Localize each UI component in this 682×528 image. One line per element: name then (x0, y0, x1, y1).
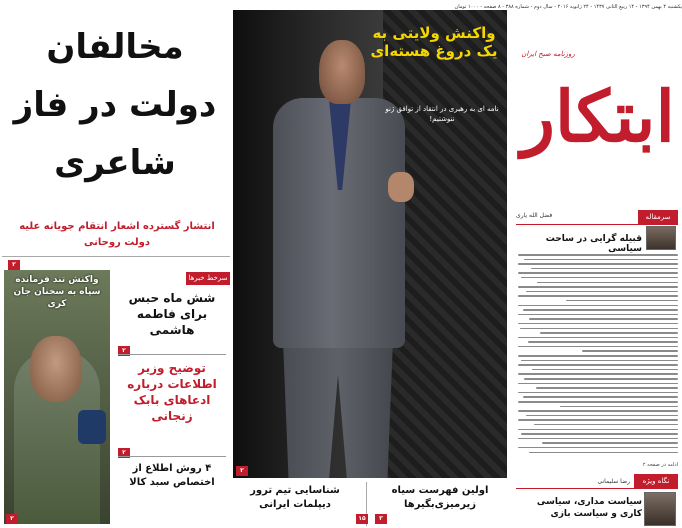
lead-divider (2, 256, 230, 257)
editorial-author: فضل الله یاری (516, 212, 553, 219)
body-text-line (529, 318, 678, 320)
person-head (319, 40, 365, 104)
headline-item[interactable]: ۴ روش اطلاع از اختصاص سبد کالا (129, 463, 215, 488)
body-text-line (518, 272, 678, 274)
body-text-line (518, 401, 678, 403)
body-text-line (518, 438, 678, 440)
bottom-story-page-badge: ۱۵ (356, 514, 368, 524)
editorial-continued-link[interactable]: ادامه در صفحه ۲ (642, 462, 678, 468)
body-text-line (518, 383, 678, 385)
headline-divider (118, 456, 226, 457)
body-text-line (518, 305, 678, 307)
body-text-line (566, 300, 678, 302)
body-text-line (521, 433, 678, 435)
body-text-line (520, 328, 678, 330)
body-text-line (528, 341, 678, 343)
headlines-box (114, 272, 230, 524)
dateline: یکشنبه ۴ بهمن ۱۳۹۴ - ۱۴ ربیع الثانی ۱۴۳۷ - ۲۴ ژانویه ۲۰۱۶ - سال دوم - شماره ۳۸۸ - ۸ صفحه - ۱۰۰۰ تومان (454, 4, 682, 10)
column-title[interactable]: سیاست مداری، سیاسی کاری و سیاست بازی (536, 497, 642, 519)
commander-page-badge: ۲ (6, 514, 18, 524)
body-text-line (518, 295, 678, 297)
body-text-line (518, 286, 678, 288)
body-text-line (529, 452, 678, 454)
editorial-body-text (518, 254, 678, 459)
headline-item[interactable]: شش ماه حبس برای فاطمه هاشمی (128, 291, 216, 337)
photo-subhead: نامه ای به رهبری در انتقاد از توافق ژنو ننوشتیم! (385, 105, 499, 123)
lead-subhead: انتشار گسترده اشعار انتقام جویانه علیه دولت روحانی (19, 221, 215, 248)
commander-headline[interactable]: واکنش تند فرمانده سپاه به سخنان جان کری (13, 275, 101, 309)
column-tag: نگاه ویژه (634, 474, 678, 488)
headlines-tag: سرخط خبرها (186, 272, 230, 285)
body-text-line (523, 396, 678, 398)
body-text-line (526, 291, 678, 293)
body-text-line (526, 415, 678, 417)
headline-item-page-badge: ۲ (118, 448, 130, 458)
body-text-line (518, 355, 678, 357)
microphone-icon (78, 410, 106, 444)
editorial-divider (516, 224, 678, 225)
body-text-line (531, 268, 678, 270)
body-text-line (518, 337, 678, 339)
body-text-line (521, 360, 678, 362)
masthead-slogan: روزنامه صبح ایران (521, 50, 575, 58)
body-text-line (518, 254, 678, 256)
body-text-line (537, 282, 678, 284)
body-text-line (534, 424, 678, 426)
body-text-line (582, 350, 678, 352)
body-text-line (560, 406, 678, 408)
bottom-story-blacklist[interactable]: اولین فهرست سیاه زیرمیزی‌بگیرها (391, 485, 489, 510)
editorial-title[interactable]: قبیله گرایی در ساحت سیاسی (545, 234, 642, 254)
body-text-line (518, 364, 678, 366)
body-text-line (518, 373, 678, 375)
body-text-line (542, 442, 678, 444)
body-text-line (518, 263, 678, 265)
body-text-line (518, 429, 678, 431)
headline-divider (118, 354, 226, 355)
body-text-line (536, 387, 678, 389)
column-author-photo (644, 492, 676, 526)
right-column (454, 0, 682, 528)
body-text-line (532, 369, 678, 371)
body-text-line (518, 392, 678, 394)
commander-face (30, 336, 82, 402)
body-text-line (523, 309, 678, 311)
bottom-story-page-badge: ۳ (375, 514, 387, 524)
headline-item-page-badge: ۲ (118, 346, 130, 356)
body-text-line (524, 378, 678, 380)
lead-headline[interactable]: مخالفان دولت در فاز شاعری (13, 27, 217, 183)
column-divider (516, 488, 678, 489)
masthead-logo[interactable] (518, 18, 678, 178)
body-text-line (518, 410, 678, 412)
body-text-line (521, 277, 678, 279)
commander-photo[interactable] (4, 270, 110, 524)
main-photo[interactable] (233, 10, 507, 478)
body-text-line (518, 314, 678, 316)
editorial-author-photo (646, 226, 676, 250)
body-text-line (518, 419, 678, 421)
body-text-line (518, 447, 678, 449)
body-text-line (518, 346, 678, 348)
lead-page-badge: ۲ (8, 260, 20, 270)
headline-item[interactable]: توضیح وزیر اطلاعات درباره ادعاهای بابک زنجانی (127, 361, 217, 423)
masthead-title: ابتکار (521, 75, 675, 158)
photo-headline[interactable]: واکنش ولایتی به یک دروغ هسته‌ای (370, 24, 498, 60)
body-text-line (540, 332, 678, 334)
bottom-story-terror-team[interactable]: شناسایی تیم ترور دیپلمات ایرانی (250, 485, 340, 510)
person-hand (388, 172, 414, 202)
body-text-line (524, 259, 678, 261)
editorial-tag: سرمقاله (638, 210, 678, 224)
body-text-line (518, 323, 678, 325)
photo-page-badge: ۲ (236, 466, 248, 476)
column-author: رضا سلیمانی (597, 478, 630, 485)
